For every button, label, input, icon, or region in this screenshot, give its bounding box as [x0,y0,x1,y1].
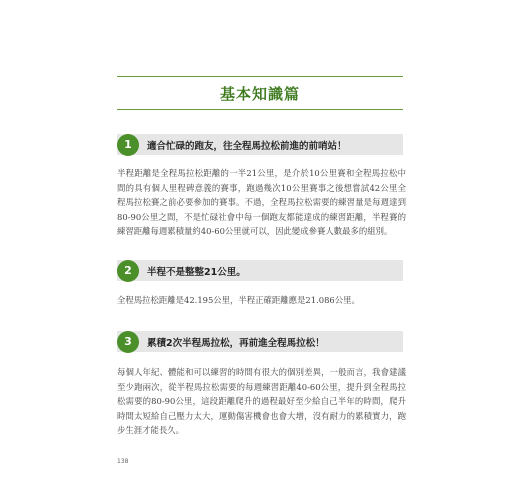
section-number-badge: 2 [117,260,139,282]
page-number: 138 [117,458,129,465]
section-number-badge: 1 [117,134,139,156]
section-body-3: 每個人年紀、體能和可以練習的時間有很大的個別差異，一般而言，我會建議至少跑兩次，從半程馬拉松需要的每週練習距離40-60公里，提升到全程馬拉松需要的80-90公里，這段距離爬升的過程最好至少給自己半年的時間，爬升時間太短給自己壓力太大，運動傷害機會也會大增，沒有耐力的累積實力，跑步生涯才能長久。 [117,367,406,436]
section-body-2: 全程馬拉松距離是42.195公里，半程正確距離應是21.086公里。 [117,295,360,305]
section-header-3 [117,331,403,352]
page-title-bar [117,76,403,110]
section-header-1 [117,134,403,155]
section-title: 適合忙碌的跑友，往全程馬拉松前進的前哨站！ [147,140,347,152]
section-header-2 [117,260,403,281]
section-body-1: 半程距離是全程馬拉松距離的一半21公里，是介於10公里賽和全程馬拉松中間的具有個人里程碑意義的賽事，跑過幾次10公里賽事之後想嘗試42公里全程馬拉松賽之前必要參加的賽事。不過，全程馬拉松需要的練習量是每週達到80-90公里之間，不是忙碌社會中每一個跑友都能達成的練習距離，半程賽的練習距離每週累積量約40-60公里就可以，因此變成參賽人數最多的組別。 [117,168,406,237]
section-title: 累積2次半程馬拉松，再前進全程馬拉松！ [147,337,325,349]
section-number-badge: 3 [117,331,139,353]
section-title: 半程不是整整21公里。 [147,266,246,278]
page-title: 基本知識篇 [219,84,300,103]
